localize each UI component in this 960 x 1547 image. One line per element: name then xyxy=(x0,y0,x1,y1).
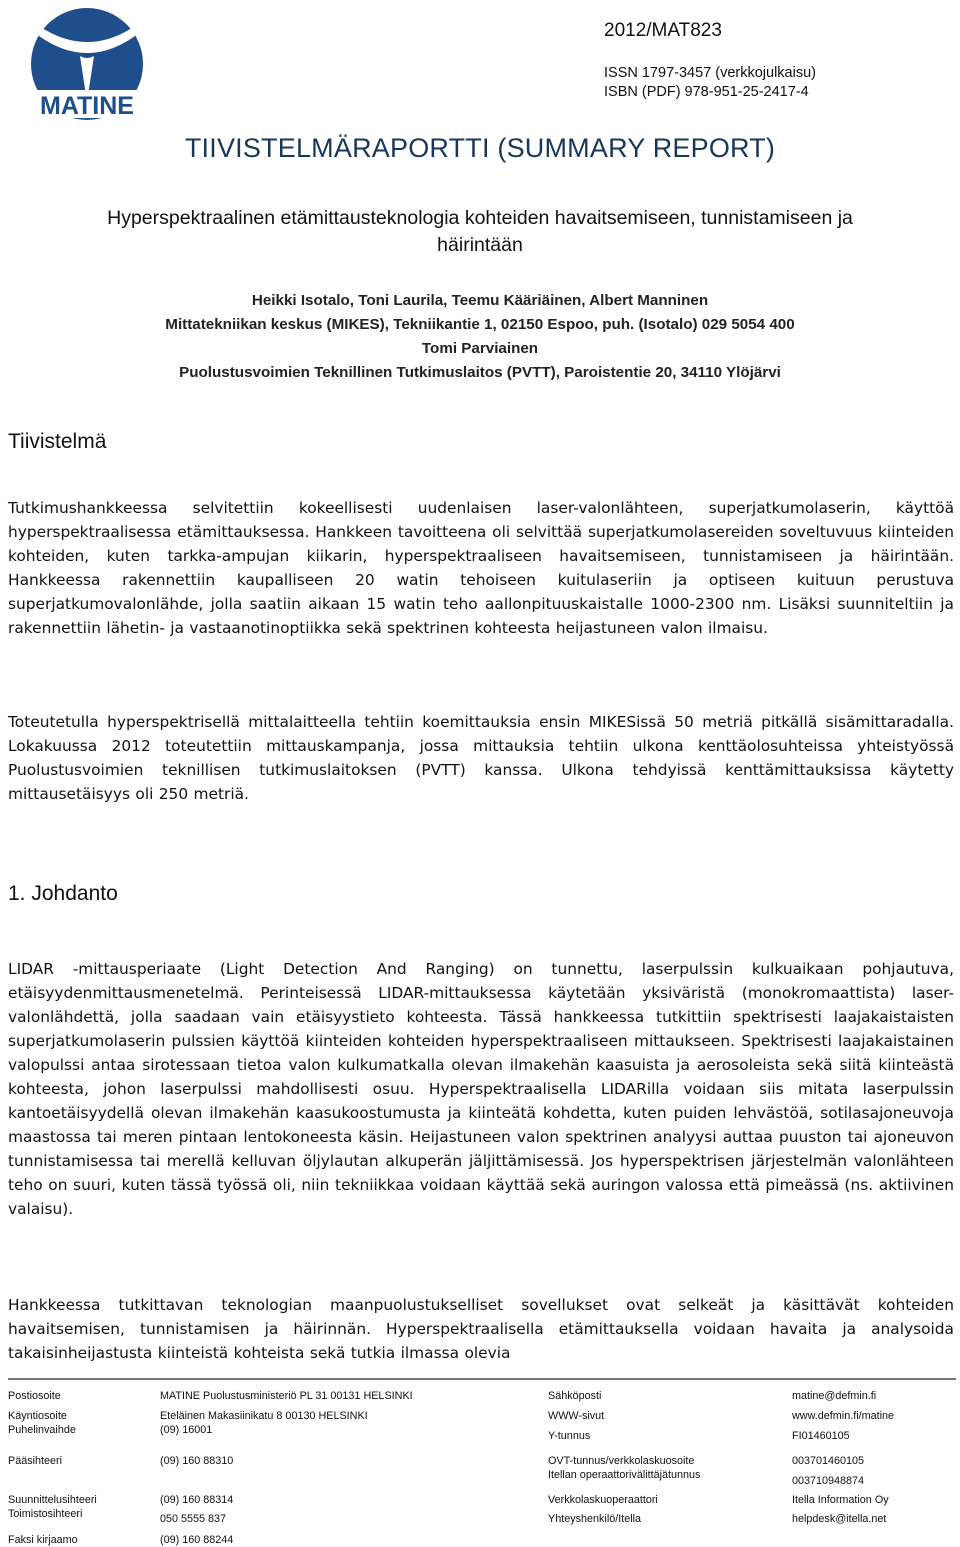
authors-block xyxy=(0,289,960,385)
ovt-label: OVT-tunnus/verkkolaskuosoite xyxy=(548,1455,695,1467)
intro-heading: 1. Johdanto xyxy=(8,882,118,905)
faksi-value: (09) 160 88244 xyxy=(160,1534,234,1546)
report-title: TIIVISTELMÄRAPORTTI (SUMMARY REPORT) xyxy=(184,133,776,163)
footer-divider xyxy=(8,1378,956,1380)
sahkoposti-value[interactable]: matine@defmin.fi xyxy=(792,1390,877,1402)
yhteyshenkilo-value[interactable]: helpdesk@itella.net xyxy=(792,1513,887,1525)
toimistosihteeri-value: 050 5555 837 xyxy=(160,1513,227,1525)
intro-paragraph-2: Hankkeessa tutkittavan teknologian maanpuolustukselliset sovellukset ovat selkeät ja käsittävät kohteiden havaitsemisen, tunnistamisen ja häirinnän. Hyperspektraalisella etämittauksella voidaan havaita ja analysoida takaisinheijastusta kiinteistä kohteista sekä tutkia ilmassa olevia xyxy=(8,1296,954,1362)
www-value[interactable]: www.defmin.fi/matine xyxy=(792,1410,895,1422)
www-label: WWW-sivut xyxy=(548,1410,605,1422)
kayntiosoite-label: Käyntiosoite xyxy=(8,1410,67,1422)
puhelinvaihde-value: (09) 16001 xyxy=(160,1424,213,1436)
toimistosihteeri-label: Toimistosihteeri xyxy=(8,1508,83,1520)
sahkoposti-label: Sähköposti xyxy=(548,1390,602,1402)
postiosoite-value: MATINE Puolustusministeriö PL 31 00131 HELSINKI xyxy=(160,1390,413,1402)
puhelinvaihde-label: Puhelinvaihde xyxy=(8,1424,76,1436)
paasihteeri-label: Pääsihteeri xyxy=(8,1455,63,1467)
issn-line: ISSN 1797-3457 (verkkojulkaisu) xyxy=(604,65,816,81)
authors-mikes: Heikki Isotalo, Toni Laurila, Teemu Kääriäinen, Albert Manninen xyxy=(251,292,709,309)
isbn-line: ISBN (PDF) 978-951-25-2417-4 xyxy=(604,84,809,100)
summary-paragraph-2: Toteutetulla hyperspektrisellä mittalaitteella tehtiin koemittauksia ensin MIKESissä 50 metriä pitkällä sisämittaradalla. Lokakuussa 2012 toteutettiin mittauskampanja, jossa mittauksia tehtiin ulkona kenttäolosuhteissa yhteistyössä Puolustusvoimien teknillisen tutkimuslaitoksen (PVTT) kanssa. Ulkona tehdyissä kenttämittauksissa käytetty mittausetäisyys oli 250 metriä. xyxy=(8,713,954,803)
itella-operator-label: Itellan operaattorivälittäjätunnus xyxy=(548,1469,701,1481)
summary-paragraph-1: Tutkimushankkeessa selvitettiin kokeellisesti uudenlaisen laser-valonlähteen, superjatkumolaserin, käyttöä hyperspektraalisessa etämittauksessa. Hankkeen tavoitteena oli selvittää superjatkumolasereiden soveltuvuus kiinteiden kohteiden, kuten tarkka-ampujan kiikarin, hyperspektraaliseen havaitsemiseen, tunnistamiseen ja häirintään. Hankkeessa rakennettiin kaupalliseen 20 watin tehoiseen kuitulaseriin ja optiseen kuituun perustuva superjatkumovalonlähde, jolla saatiin aikaan 15 watin teho aallonpituuskaistalle 1000-2300 nm. Lisäksi suunniteltiin ja rakennettiin lähetin- ja vastaanotinoptiikka sekä spektrinen kohteesta heijastuneen valon ilmaisu. xyxy=(8,499,954,637)
intro-paragraph-1: LIDAR -mittausperiaate (Light Detection And Ranging) on tunnettu, laserpulssin kulkuaikaan pohjautuva, etäisyydenmittausmenetelmä. Perinteisessä LIDAR-mittauksessa käytetään yksiväristä (monokromaattista) laser-valonlähdettä, jolla saadaan vain etäisyystieto kohteesta. Tässä hankkeessa tutkittiin spektrisesti laajakaistaisten superjatkumolaserin pulssien käyttöä kiinteiden kohteiden hyperspektraaliseen mittaukseen. Spektrisesti laajakaistainen valopulssi antaa sirotessaan tietoa valon kulkumatkalla olevan ilmakehän kaasuista ja aerosoleista sekä siitä kiinteästä kohteesta, johon laserpulssi mahdollisesti osuu. Hyperspektraalisella LIDARilla voidaan siis mitata laserpulssin kantoetäisyydellä olevan ilmakehän kaasukoostumusta ja kiinteätä kohdetta, kuten puiden lehvästöä, sotilasajoneuvoja maastossa tai meren pintaan lentokoneesta käsin. Heijastuneen valon spektrinen analyysi auttaa puuston tai ajoneuvon tunnistamisessa tai merellä kelluvan öljylautan alkuperän jäljittämisessä. Jos hyperspektrisen järjestelmän valonlähteen teho on suuri, kuten tässä työssä oli, niin tekniikkaa voidaan käyttää sekä auringon valossa että pimeässä (ns. aktiivinen valaisu). xyxy=(8,960,954,1218)
ytunnus-label: Y-tunnus xyxy=(548,1430,591,1442)
authors-pvtt: Tomi Parviainen xyxy=(421,340,539,357)
verkkolaskuoperaattori-value: Itella Information Oy xyxy=(792,1494,889,1506)
postiosoite-label: Postiosoite xyxy=(8,1390,61,1402)
pvtt-address: Puolustusvoimien Teknillinen Tutkimuslaitos (PVTT), Paroistentie 20, 34110 Ylöjärvi xyxy=(179,364,781,381)
ovt-value: 003701460105 xyxy=(792,1455,865,1467)
mikes-address: Mittatekniikan keskus (MIKES), Tekniikantie 1, 02150 Espoo, puh. (Isotalo) 029 5054 400 xyxy=(165,316,795,333)
subject-line-1: Hyperspektraalinen etämittausteknologia kohteiden havaitsemiseen, tunnistamiseen ja xyxy=(107,207,853,229)
paasihteeri-value: (09) 160 88310 xyxy=(160,1455,234,1467)
suunnittelusihteeri-label: Suunnittelusihteeri xyxy=(8,1494,97,1506)
faksi-label: Faksi kirjaamo xyxy=(8,1534,78,1546)
yhteyshenkilo-label: Yhteyshenkilö/Itella xyxy=(548,1513,642,1525)
ytunnus-value: FI01460105 xyxy=(792,1430,850,1442)
document-id: 2012/MAT823 xyxy=(604,20,722,41)
verkkolaskuoperaattori-label: Verkkolaskuoperaattori xyxy=(548,1494,658,1506)
subject-line-2: häirintään xyxy=(437,234,523,256)
issn-block xyxy=(604,64,816,102)
report-subject xyxy=(0,205,960,259)
suunnittelusihteeri-value: (09) 160 88314 xyxy=(160,1494,234,1506)
kayntiosoite-value: Eteläinen Makasiinikatu 8 00130 HELSINKI xyxy=(160,1410,368,1422)
summary-heading: Tiivistelmä xyxy=(8,430,107,453)
matine-logo xyxy=(22,6,152,122)
itella-operator-value: 003710948874 xyxy=(792,1475,865,1487)
logo-wordmark: MATINE xyxy=(40,92,134,120)
